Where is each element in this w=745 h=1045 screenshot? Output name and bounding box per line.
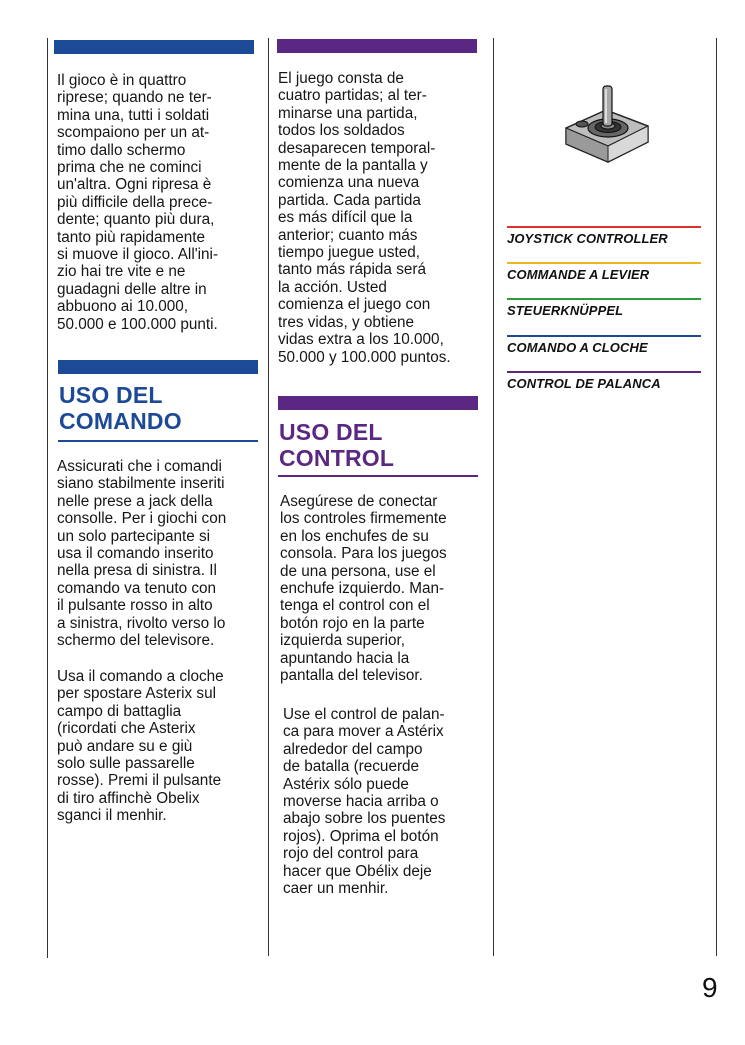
italian-heading: USO DEL COMANDO bbox=[59, 382, 182, 434]
joystick-icon bbox=[556, 80, 656, 180]
italian-section-bar bbox=[58, 360, 258, 374]
italian-body-2 bbox=[57, 668, 262, 825]
spanish-body-2 bbox=[283, 706, 493, 897]
italian-body bbox=[57, 458, 262, 649]
spanish-heading-underline bbox=[278, 475, 478, 477]
page-number: 9 bbox=[702, 972, 718, 1003]
label-control-de-palanca: CONTROL DE PALANCA bbox=[507, 376, 661, 391]
italian-column bbox=[57, 72, 262, 333]
label-joystick-controller: JOYSTICK CONTROLLER bbox=[507, 231, 668, 246]
label-rule-red bbox=[507, 226, 701, 228]
spanish-paragraph-2: Use el control de palan- ca para mover a Astérix alrededor del campo de batalla (recuerde Astérix sólo puede moverse hacia arriba o abajo sobre los puentes rojos). Oprima el botón rojo del control para hacer que Obélix deje caer un menhir. bbox=[283, 706, 446, 898]
label-comando-a-cloche: COMANDO A CLOCHE bbox=[507, 340, 648, 355]
italian-paragraph-2: Usa il comando a cloche per spostare Asterix sul campo di battaglia (ricordati che Asterix può andare su e giù solo sulle passarelle rosse). Premi il pulsante di tiro affinchè Obelix sganci il menhir. bbox=[57, 668, 224, 825]
label-rule-purple bbox=[507, 371, 701, 373]
italian-paragraph-1: Assicurati che i comandi siano stabilmente inseriti nelle prese a jack della consolle. Per i giochi con un solo partecipante si usa il comando inserito nella presa di sinistra. Il comando va tenuto con il pulsante rosso in alto a sinistra, rivolto verso lo schermo del televisore. bbox=[57, 458, 227, 650]
spanish-top-bar bbox=[277, 39, 477, 53]
spanish-body bbox=[280, 493, 490, 684]
column-rule-left bbox=[47, 38, 48, 958]
label-rule-yellow bbox=[507, 262, 701, 264]
spanish-section-bar bbox=[278, 396, 478, 410]
column-rule-mid-right bbox=[493, 38, 494, 956]
label-rule-green bbox=[507, 298, 701, 300]
spanish-column bbox=[278, 70, 488, 366]
italian-intro-text: Il gioco è in quattro riprese; quando ne ter- mina una, tutti i soldati scompaiono per un at- timo dallo schermo prima che ne cominci un'altra. Ogni ripresa è più difficile della prece- dente; quanto più dura, tanto più rapidamente si muove il gioco. All'ini- zio hai tre vite e ne guadagni delle altre in abbuono ai 10.000, 50.000 e 100.000 punti. bbox=[57, 72, 219, 333]
column-rule-mid-left bbox=[268, 38, 269, 956]
italian-heading-underline bbox=[58, 440, 258, 442]
column-rule-right bbox=[716, 38, 717, 956]
spanish-paragraph-1: Asegúrese de conectar los controles firmemente en los enchufes de su consola. Para los juegos de una persona, use el enchufe izquierdo. Man- tenga el control con el botón rojo en la parte izquierda superior, apuntando hacia la pantalla del televisor. bbox=[280, 493, 447, 685]
spanish-intro-text: El juego consta de cuatro partidas; al ter- minarse una partida, todos los soldados desaparecen temporal- mente de la pantalla y comienza una nueva partida. Cada partida es más difícil que la anterior; cuanto más tiempo juegue usted, tanto más rápida será la acción. Usted comienza el juego con tres vidas, y obtiene vidas extra a los 10.000, 50.000 y 100.000 puntos. bbox=[278, 70, 451, 366]
label-rule-blue bbox=[507, 335, 701, 337]
label-commande-a-levier: COMMANDE A LEVIER bbox=[507, 267, 650, 282]
spanish-heading: USO DEL CONTROL bbox=[279, 419, 395, 471]
italian-top-bar bbox=[54, 40, 254, 54]
label-steuerknuppel: STEUERKNÜPPEL bbox=[507, 303, 624, 318]
